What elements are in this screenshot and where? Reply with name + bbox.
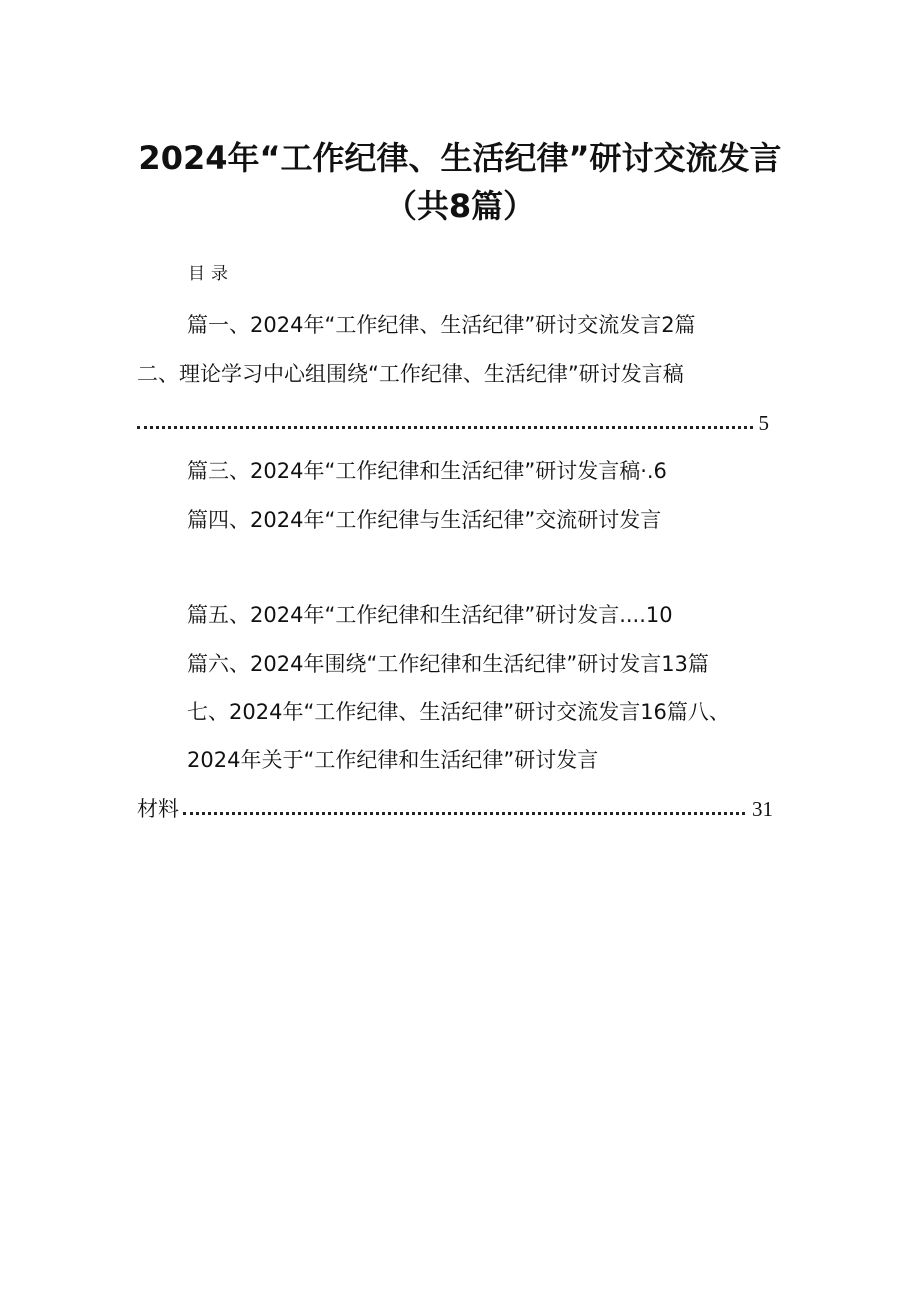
- toc-entry-4: 篇四、2024年“工作纪律与生活纪律”交流研讨发言: [187, 508, 662, 532]
- document-title-line-1: 2024年“工作纪律、生活纪律”研讨交流发言: [138, 139, 782, 177]
- toc-entry-8-continuation: [137, 794, 773, 824]
- toc-dot-leader-entry-2: [137, 408, 769, 438]
- dot-leader: [183, 812, 745, 815]
- toc-heading: 目录: [188, 264, 234, 284]
- toc-entry-6: 篇六、2024年围绕“工作纪律和生活纪律”研讨发言13篇: [187, 652, 709, 676]
- toc-entry-1: 篇一、2024年“工作纪律、生活纪律”研讨交流发言2篇: [187, 313, 696, 337]
- toc-entry-3: 篇三、2024年“工作纪律和生活纪律”研讨发言稿·.6: [187, 459, 667, 483]
- toc-entry-5: 篇五、2024年“工作纪律和生活纪律”研讨发言....10: [187, 603, 673, 627]
- toc-entry-label: 材料: [137, 797, 179, 821]
- toc-page-number: 5: [758, 411, 769, 435]
- dot-leader: [137, 426, 753, 429]
- toc-entry-2: 二、理论学习中心组围绕“工作纪律、生活纪律”研讨发言稿: [137, 362, 684, 386]
- document-title-line-2: （共8篇）: [384, 187, 536, 225]
- toc-page-number: 31: [752, 797, 773, 821]
- toc-entry-8: 2024年关于“工作纪律和生活纪律”研讨发言: [187, 748, 599, 772]
- toc-entry-7: 七、2024年“工作纪律、生活纪律”研讨交流发言16篇八、: [187, 700, 730, 724]
